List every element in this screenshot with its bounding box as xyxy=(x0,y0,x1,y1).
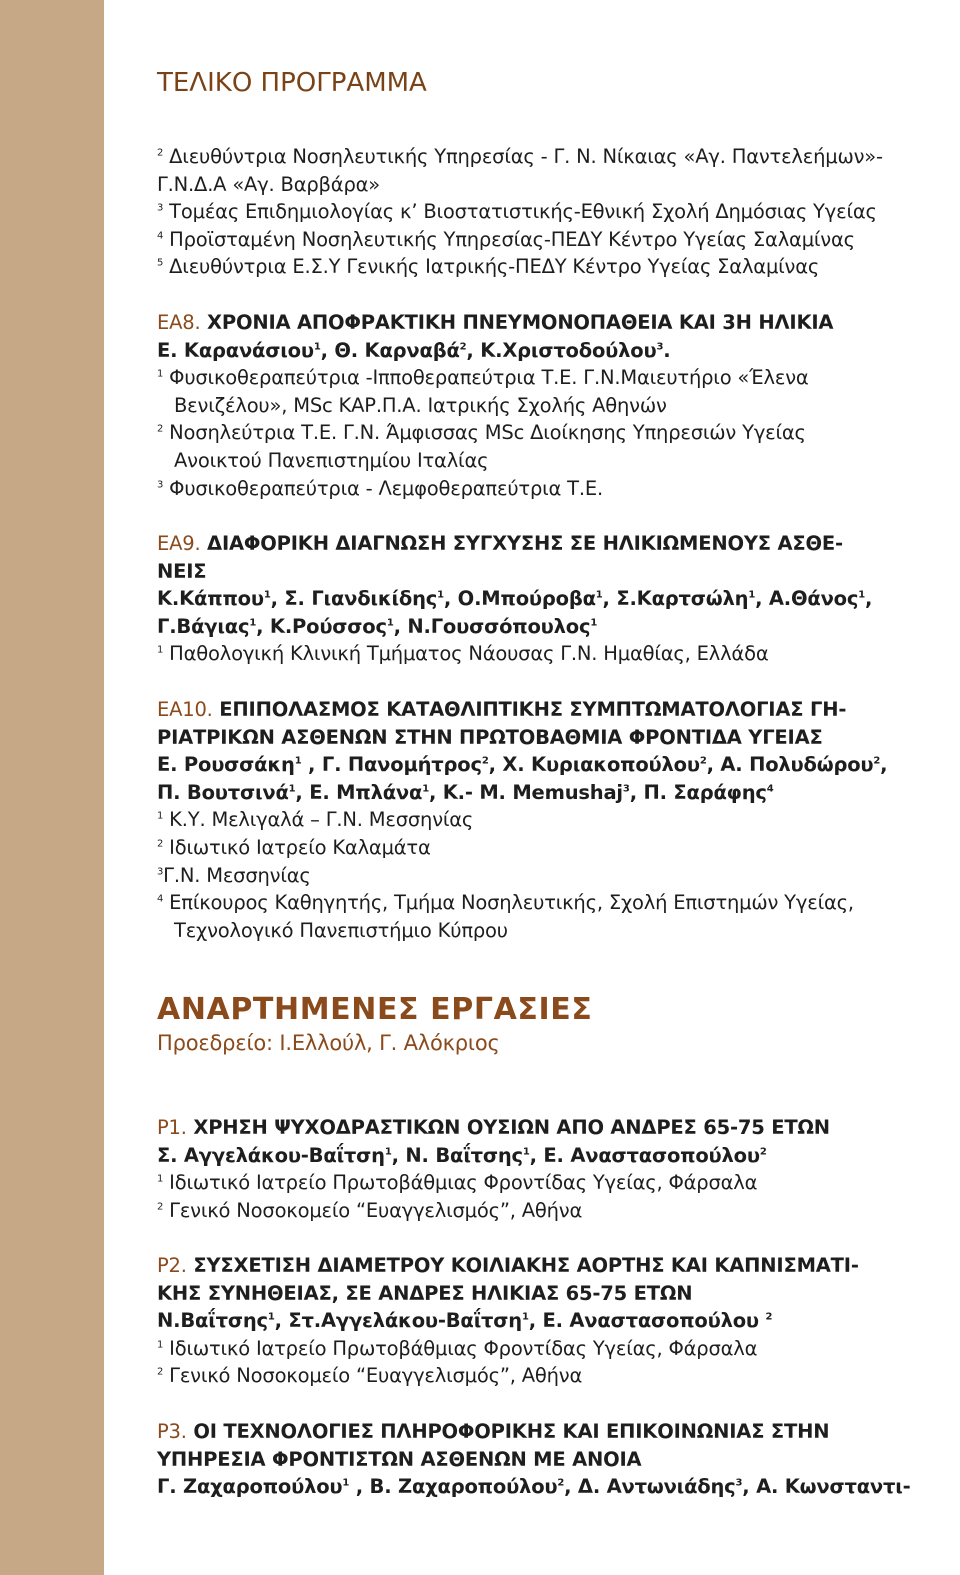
author-sup: 2 xyxy=(759,1146,767,1158)
author: , Ο.Μπούροβα xyxy=(443,587,596,611)
affiliation-text: Διευθύντρια Νοσηλευτικής Υπηρεσίας - Γ. Ν. Νίκαιας «Αγ. Παντελεήμων»- xyxy=(163,145,883,168)
author-sup: 1 xyxy=(313,341,321,353)
author-end: , xyxy=(880,753,888,777)
author-sup: 3 xyxy=(656,341,664,353)
author-sup: 2 xyxy=(765,1311,773,1323)
page-title: ΤΕΛΙΚΟ ΠΡΟΓΡΑΜΜΑ xyxy=(157,68,427,98)
session-chairs: Προεδρείο: Ι.Ελλούλ, Γ. Αλόκριος xyxy=(157,1031,500,1055)
title-text: ΕΠΙΠΟΛΑΣΜΟΣ ΚΑΤΑΘΛΙΠΤΙΚΗΣ ΣΥΜΠΤΩΜΑΤΟΛΟΓΙΑΣ ΓΗ- xyxy=(212,698,847,721)
affiliation-text: Τομέας Επιδημιολογίας κ’ Βιοστατιστικής-Εθνική Σχολή Δημόσιας Υγείας xyxy=(163,200,877,224)
abstract-code: ΕΑ8. xyxy=(157,311,201,334)
author-sup: 2 xyxy=(481,755,489,767)
author-line xyxy=(157,751,947,779)
poster-p2 xyxy=(157,1252,947,1390)
author-sup: 1 xyxy=(249,617,257,629)
author: , Χ. Κυριακοπούλου xyxy=(488,753,700,777)
author: Κ.Κάππου xyxy=(157,587,264,611)
author: , Ε. Αναστασοπούλου xyxy=(528,1309,766,1333)
affiliation-text: Γενικό Νοσοκομείο “Ευαγγελισμός”, Αθήνα xyxy=(163,1364,583,1388)
author-sup: 1 xyxy=(590,617,598,629)
author: , Α. Κωνσταντι- xyxy=(742,1475,911,1499)
abstract-title xyxy=(157,530,947,558)
poster-p1 xyxy=(157,1114,947,1224)
title-text: ΔΙΑΦΟΡΙΚΗ ΔΙΑΓΝΩΣΗ ΣΥΓΧΥΣΗΣ ΣΕ ΗΛΙΚΙΩΜΕΝΟΥΣ ΑΣΘΕ- xyxy=(200,532,843,555)
author-sup: 3 xyxy=(735,1477,743,1489)
affiliation-sup: 3 xyxy=(157,866,164,878)
affiliation-text: Ιδιωτικό Ιατρείο Πρωτοβάθμιας Φροντίδας Υγείας, Φάρσαλα xyxy=(163,1336,758,1360)
author-sup: 1 xyxy=(437,589,444,601)
section-heading: ΑΝΑΡΤΗΜΕΝΕΣ ΕΡΓΑΣΙΕΣ xyxy=(157,992,593,1027)
abstract-title xyxy=(157,1114,947,1142)
author: , Ν. Βαΐτσης xyxy=(391,1143,523,1167)
affiliation-text: Βενιζέλου», MSc ΚΑΡ.Π.Α. Ιατρικής Σχολής Αθηνών xyxy=(174,393,667,417)
affiliation-line xyxy=(157,640,947,668)
author-sup: 3 xyxy=(622,783,630,795)
abstract-title-cont: ΥΠΗΡΕΣΙΑ ΦΡΟΝΤΙΣΤΩΝ ΑΣΘΕΝΩΝ ΜΕ ΑΝΟΙΑ xyxy=(157,1447,642,1471)
author-sup: 1 xyxy=(288,783,296,795)
author: Π. Βουτσινά xyxy=(157,780,289,804)
author: Ν.Βαΐτσης xyxy=(157,1309,268,1333)
affiliation-sup: 2 xyxy=(157,423,164,435)
abstract-ea9 xyxy=(157,530,947,668)
affiliation-line xyxy=(157,171,947,199)
abstract-ea10 xyxy=(157,696,947,944)
affiliation-line xyxy=(157,889,947,917)
author: , Ε. Μπλάνα xyxy=(295,780,423,804)
affiliation-text: Ιδιωτικό Ιατρείο Πρωτοβάθμιας Φροντίδας Υγείας, Φάρσαλα xyxy=(163,1171,758,1195)
affiliation-text: Φυσικοθεραπεύτρια - Λεμφοθεραπεύτρια Τ.Ε. xyxy=(163,476,603,500)
affiliation-sup: 3 xyxy=(157,479,164,491)
author-line xyxy=(157,585,947,613)
affiliation-sup: 3 xyxy=(157,202,164,214)
author-line xyxy=(157,779,947,807)
author: , Κ.Χριστοδούλου xyxy=(466,338,657,362)
author: , Θ. Καρναβά xyxy=(320,338,460,362)
author-sup: 1 xyxy=(384,1146,392,1158)
intro-affiliations xyxy=(157,143,947,281)
abstract-title xyxy=(157,1252,947,1280)
author-sup: 2 xyxy=(557,1477,565,1489)
author: , Α.Θάνος xyxy=(755,587,859,611)
author: , Π. Σαράφης xyxy=(629,780,767,804)
author: , Κ.Ρούσσος xyxy=(256,614,387,638)
affiliation-sup: 1 xyxy=(157,810,164,822)
abstract-code: P2. xyxy=(157,1254,187,1277)
abstract-code: P1. xyxy=(157,1116,187,1139)
author-line xyxy=(157,337,947,365)
affiliation-line xyxy=(157,253,947,281)
author-sup: 1 xyxy=(522,1146,530,1158)
author: , Στ.Αγγελάκου-Βαΐτση xyxy=(274,1309,522,1333)
author-end: . xyxy=(663,338,671,362)
abstract-code: ΕΑ10. xyxy=(157,698,213,721)
affiliation-line xyxy=(157,834,947,862)
author-sup: 1 xyxy=(263,589,271,601)
affiliation-line xyxy=(157,1169,947,1197)
affiliation-line xyxy=(157,143,947,171)
author-end: , xyxy=(864,587,873,611)
affiliation-sup: 4 xyxy=(157,230,164,242)
affiliation-line xyxy=(157,475,947,503)
author-sup: 4 xyxy=(766,783,774,795)
author: , Σ.Καρτσώλη xyxy=(602,587,749,611)
affiliation-text: Παθολογική Κλινική Τμήματος Νάουσας Γ.Ν. Ημαθίας, Ελλάδα xyxy=(163,642,769,666)
affiliation-line xyxy=(157,1197,947,1225)
author: , Δ. Αντωνιάδης xyxy=(564,1475,736,1499)
left-color-band xyxy=(0,0,104,1575)
author: , Γ. Πανομήτρος xyxy=(301,753,482,777)
posters-section-header xyxy=(157,992,947,1058)
affiliation-line xyxy=(157,198,947,226)
author: , Β. Ζαχαροπούλου xyxy=(349,1475,558,1499)
affiliation-line xyxy=(157,447,947,475)
affiliation-line xyxy=(157,1335,947,1363)
title-text: ΟΙ ΤΕΧΝΟΛΟΓΙΕΣ ΠΛΗΡΟΦΟΡΙΚΗΣ ΚΑΙ ΕΠΙΚΟΙΝΩΝΙΑΣ ΣΤΗΝ xyxy=(186,1420,830,1443)
affiliation-line xyxy=(157,1362,947,1390)
title-text: ΧΡΟΝΙΑ ΑΠΟΦΡΑΚΤΙΚΗ ΠΝΕΥΜΟΝΟΠΑΘΕΙΑ ΚΑΙ 3Η ΗΛΙΚΙΑ xyxy=(200,311,834,334)
abstract-title-cont: ΚΗΣ ΣΥΝΗΘΕΙΑΣ, ΣΕ ΑΝΔΡΕΣ ΗΛΙΚΙΑΣ 65-75 ΕΤΩΝ xyxy=(157,1281,693,1305)
author: , Κ.- Μ. Memushaj xyxy=(428,780,623,804)
affiliation-sup: 1 xyxy=(157,1339,164,1351)
author-line xyxy=(157,1307,947,1335)
affiliation-text: Φυσικοθεραπεύτρια -Ιπποθεραπεύτρια Τ.Ε. Γ.Ν.Μαιευτήριο «Έλενα xyxy=(163,366,809,390)
author: Ε. Ρουσσάκη xyxy=(157,753,295,777)
author: , Ε. Αναστασοπούλου xyxy=(529,1143,760,1167)
author: , Ν.Γουσσόπουλος xyxy=(393,614,591,638)
author: Σ. Αγγελάκου-Βαΐτση xyxy=(157,1143,385,1167)
affiliation-line xyxy=(157,862,947,890)
abstract-title xyxy=(157,1418,947,1446)
affiliation-line xyxy=(157,392,947,420)
author-sup: 2 xyxy=(699,755,707,767)
affiliation-line xyxy=(157,226,947,254)
affiliation-text: Κ.Υ. Μελιγαλά – Γ.Ν. Μεσσηνίας xyxy=(163,808,474,832)
affiliation-text: Προϊσταμένη Νοσηλευτικής Υπηρεσίας-ΠΕΔΥ Κέντρο Υγείας Σαλαμίνας xyxy=(163,227,855,251)
affiliation-text: Γ.Ν. Μεσσηνίας xyxy=(163,863,311,887)
affiliation-text: Διευθύντρια Ε.Σ.Υ Γενικής Ιατρικής-ΠΕΔΥ Κέντρο Υγείας Σαλαμίνας xyxy=(163,255,820,279)
author-sup: 2 xyxy=(459,341,467,353)
author-sup: 1 xyxy=(386,617,394,629)
author: , Σ. Γιανδικίδης xyxy=(270,587,438,611)
poster-p3 xyxy=(157,1418,947,1501)
title-text: ΧΡΗΣΗ ΨΥΧΟΔΡΑΣΤΙΚΩΝ ΟΥΣΙΩΝ ΑΠΟ ΑΝΔΡΕΣ 65-75 ΕΤΩΝ xyxy=(186,1116,830,1139)
affiliation-text: Ιδιωτικό Ιατρείο Καλαμάτα xyxy=(163,835,431,859)
author-sup: 1 xyxy=(521,1311,529,1323)
author: Γ. Ζαχαροπούλου xyxy=(157,1475,343,1499)
affiliation-line xyxy=(157,419,947,447)
author-sup: 1 xyxy=(267,1311,275,1323)
affiliation-text: Τεχνολογικό Πανεπιστήμιο Κύπρου xyxy=(174,918,508,942)
author-line xyxy=(157,613,947,641)
affiliation-line xyxy=(157,364,947,392)
affiliation-sup: 1 xyxy=(157,1173,164,1185)
author-line xyxy=(157,1142,947,1170)
affiliation-line xyxy=(157,806,947,834)
abstract-title-cont: ΝΕΙΣ xyxy=(157,559,207,583)
abstract-code: ΕΑ9. xyxy=(157,532,201,555)
affiliation-sup: 1 xyxy=(157,368,164,380)
abstract-ea8 xyxy=(157,309,947,502)
author-sup: 1 xyxy=(294,755,302,767)
affiliation-text: Ανοικτού Πανεπιστημίου Ιταλίας xyxy=(174,448,489,472)
author-sup: 1 xyxy=(595,589,603,601)
abstract-title xyxy=(157,309,947,337)
author-sup: 1 xyxy=(858,589,865,601)
author-sup: 2 xyxy=(873,755,881,767)
affiliation-sup: 1 xyxy=(157,644,164,656)
title-text: ΣΥΣΧΕΤΙΣΗ ΔΙΑΜΕΤΡΟΥ ΚΟΙΛΙΑΚΗΣ ΑΟΡΤΗΣ ΚΑΙ ΚΑΠΝΙΣΜΑΤΙ- xyxy=(186,1254,859,1277)
affiliation-text: Επίκουρος Καθηγητής, Τμήμα Νοσηλευτικής, Σχολή Επιστημών Υγείας, xyxy=(163,891,854,915)
author-sup: 1 xyxy=(342,1477,350,1489)
author-line xyxy=(157,1473,947,1501)
affiliation-sup: 2 xyxy=(157,147,164,159)
affiliation-sup: 5 xyxy=(157,257,164,269)
abstract-code: P3. xyxy=(157,1420,187,1443)
abstract-title-cont: ΡΙΑΤΡΙΚΩΝ ΑΣΘΕΝΩΝ ΣΤΗΝ ΠΡΩΤΟΒΑΘΜΙΑ ΦΡΟΝΤΙΔΑ ΥΓΕΙΑΣ xyxy=(157,725,823,749)
author: , Α. Πολυδώρου xyxy=(706,753,874,777)
author-sup: 1 xyxy=(422,783,429,795)
affiliation-text: Γ.Ν.Δ.Α «Αγ. Βαρβάρα» xyxy=(157,172,381,196)
affiliation-sup: 2 xyxy=(157,1201,164,1213)
affiliation-sup: 2 xyxy=(157,1366,164,1378)
author-sup: 1 xyxy=(748,589,756,601)
author: Γ.Βάγιας xyxy=(157,614,250,638)
affiliation-sup: 4 xyxy=(157,893,164,905)
affiliation-line xyxy=(157,917,947,945)
affiliation-sup: 2 xyxy=(157,838,164,850)
affiliation-text: Νοσηλεύτρια Τ.Ε. Γ.Ν. Άμφισσας MSc Διοίκησης Υπηρεσιών Υγείας xyxy=(163,421,806,445)
author: Ε. Καρανάσιου xyxy=(157,338,314,362)
abstract-title xyxy=(157,696,947,724)
affiliation-text: Γενικό Νοσοκομείο “Ευαγγελισμός”, Αθήνα xyxy=(163,1198,583,1222)
